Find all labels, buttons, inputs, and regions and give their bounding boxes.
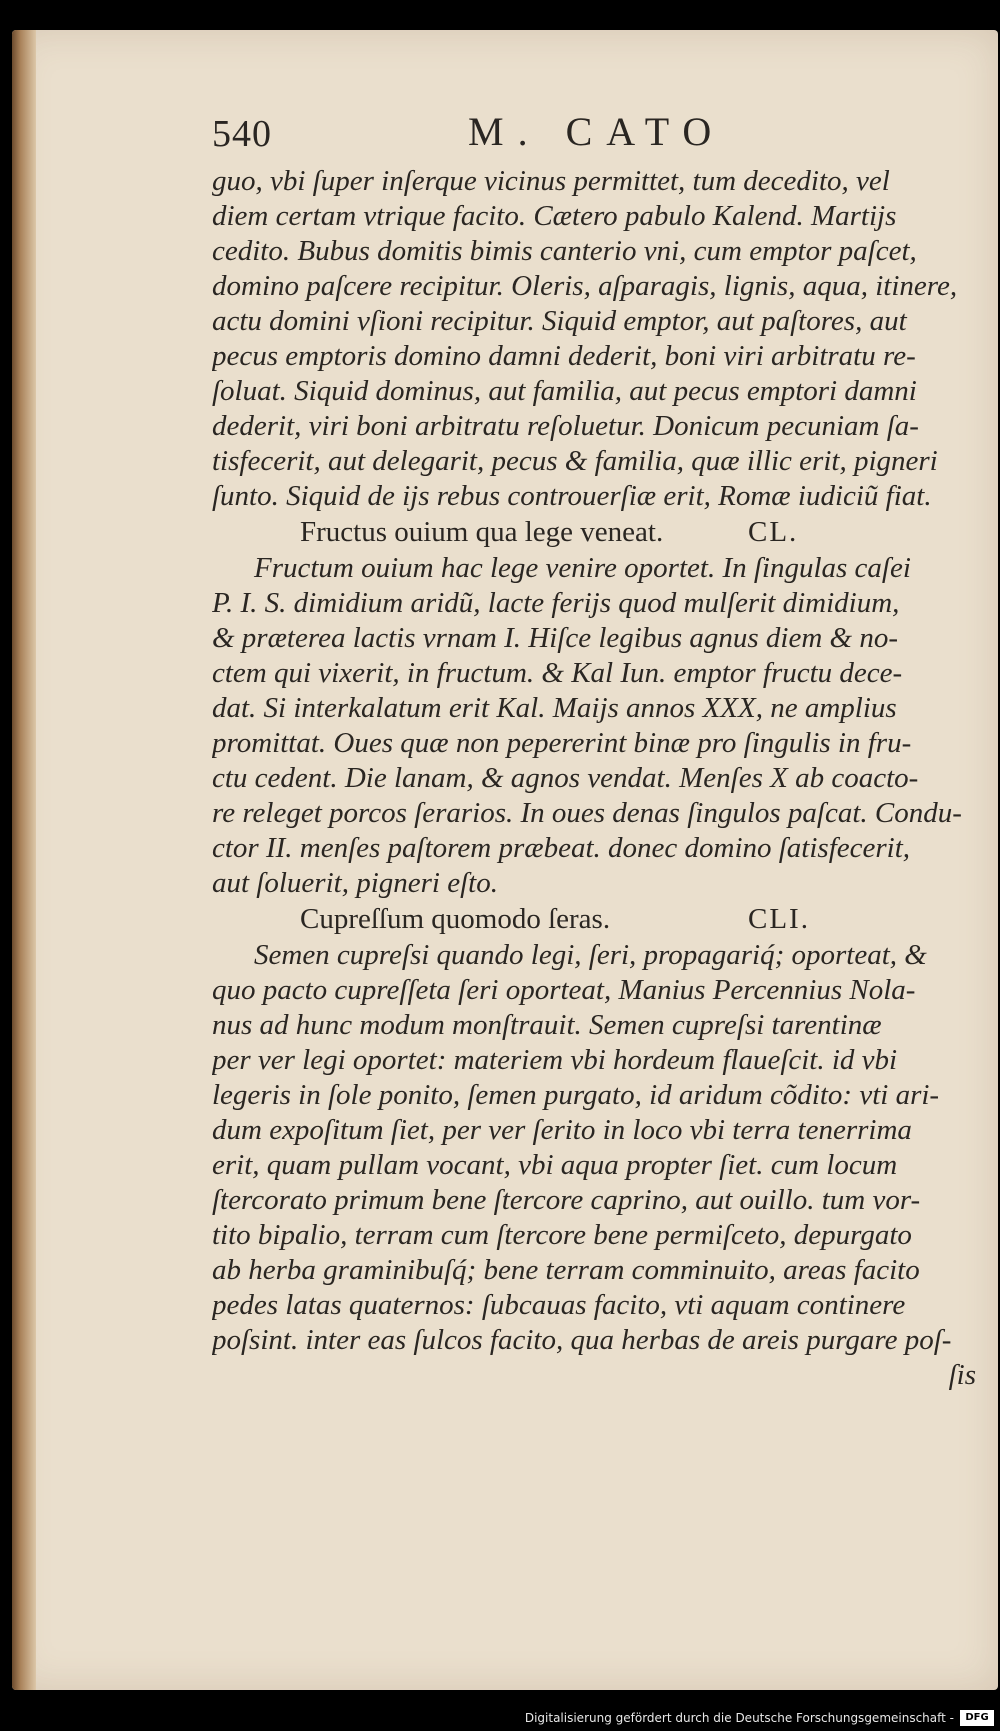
text-line: tito bipalio, terram cum ſtercore bene permiſceto, depurgato (212, 1219, 912, 1251)
text-line: ſtercorato primum bene ſtercore caprino, aut ouillo. tum vor- (212, 1184, 921, 1216)
text-line: actu domini vſioni recipitur. Siquid emptor, aut paſtores, aut (212, 305, 907, 337)
text-line: cedito. Bubus domitis bimis canterio vni, cum emptor paſcet, (212, 235, 917, 267)
text-line: legeris in ſole ponito, ſemen purgato, id aridum cõdito: vti ari- (212, 1079, 940, 1111)
text-line: quo pacto cupreſſeta ſeri oporteat, Manius Percennius Nola- (212, 974, 916, 1006)
text-line: dederit, viri boni arbitratu reſoluetur. Donicum pecuniam ſa- (212, 410, 919, 442)
dfg-logo: DFG (960, 1710, 994, 1726)
text-line: pecus emptoris domino damni dederit, boni viri arbitratu re- (212, 340, 916, 372)
text-line: guo, vbi ſuper inſerque vicinus permittet, tum decedito, vel (212, 165, 890, 197)
text-line: Fructum ouium hac lege venire oportet. In ſingulas caſei (254, 552, 911, 584)
section-heading (212, 901, 982, 938)
catchword: ſis (948, 1359, 976, 1391)
text-line: P. I. S. dimidium aridũ, lacte ferijs quod mulſerit dimidium, (212, 587, 900, 619)
section-heading-title: Fructus ouium qua lege veneat. (300, 516, 664, 548)
text-line: erit, quam pullam vocant, vbi aqua propter ſiet. cum locum (212, 1149, 898, 1181)
text-line: ſoluat. Siquid dominus, aut familia, aut pecus emptori damni (212, 375, 917, 407)
text-line: re releget porcos ſerarios. In oues denas ſingulos paſcat. Condu- (212, 797, 962, 829)
section-number: CLI. (748, 903, 810, 935)
text-line: ſunto. Siquid de ijs rebus controuerſiæ erit, Romæ iudiciũ fiat. (212, 480, 932, 512)
section-heading-title: Cupreſſum quomodo ſeras. (300, 903, 611, 935)
text-line: tisfecerit, aut delegarit, pecus & familia, quæ illic erit, pigneri (212, 445, 938, 477)
text-line: nus ad hunc modum monſtrauit. Semen cupreſsi tarentinæ (212, 1009, 882, 1041)
text-line: poſsint. inter eas ſulcos facito, qua herbas de areis purgare poſ- (212, 1324, 952, 1356)
text-line: dum expoſitum ſiet, per ver ſerito in loco vbi terra tenerrima (212, 1114, 912, 1146)
text-line: ctor II. menſes paſtorem præbeat. donec domino ſatisfecerit, (212, 832, 911, 864)
text-line: per ver legi oportet: materiem vbi hordeum flaueſcit. id vbi (212, 1044, 898, 1076)
text-line: dat. Si interkalatum erit Kal. Maijs annos XXX, ne amplius (212, 692, 897, 724)
section-number: CL. (748, 516, 799, 548)
page-content (212, 108, 982, 1393)
text-block (212, 164, 982, 1393)
text-line: domino paſcere recipitur. Oleris, aſparagis, lignis, aqua, itinere, (212, 270, 958, 302)
text-line: & præterea lactis vrnam I. Hiſce legibus agnus diem & no- (212, 622, 898, 654)
page-binding-edge (12, 30, 36, 1690)
footer-band (0, 1703, 1000, 1731)
text-line: ab herba graminibuſq́; bene terram comminuito, areas facito (212, 1254, 920, 1286)
text-line: promittat. Oues quæ non pepererint binæ pro ſingulis in fru- (212, 727, 912, 759)
running-head (212, 108, 982, 164)
text-line: Semen cupreſsi quando legi, ſeri, propagariq́; oporteat, & (254, 939, 927, 971)
funding-note: Digitalisierung gefördert durch die Deutsche Forschungsgemeinschaft - (524, 1711, 954, 1725)
text-line: ctem qui vixerit, in fructum. & Kal Iun. emptor fructu dece- (212, 657, 903, 689)
text-line: aut ſoluerit, pigneri eſto. (212, 867, 498, 899)
text-line: diem certam vtrique facito. Cætero pabulo Kalend. Martijs (212, 200, 897, 232)
book-page (12, 30, 998, 1690)
text-line: ctu cedent. Die lanam, & agnos vendat. Menſes X ab coacto- (212, 762, 919, 794)
running-head-title: M. CATO (468, 109, 726, 154)
page-number: 540 (212, 113, 272, 155)
section-heading (212, 514, 982, 551)
text-line: pedes latas quaternos: ſubcauas facito, vti aquam continere (212, 1289, 906, 1321)
